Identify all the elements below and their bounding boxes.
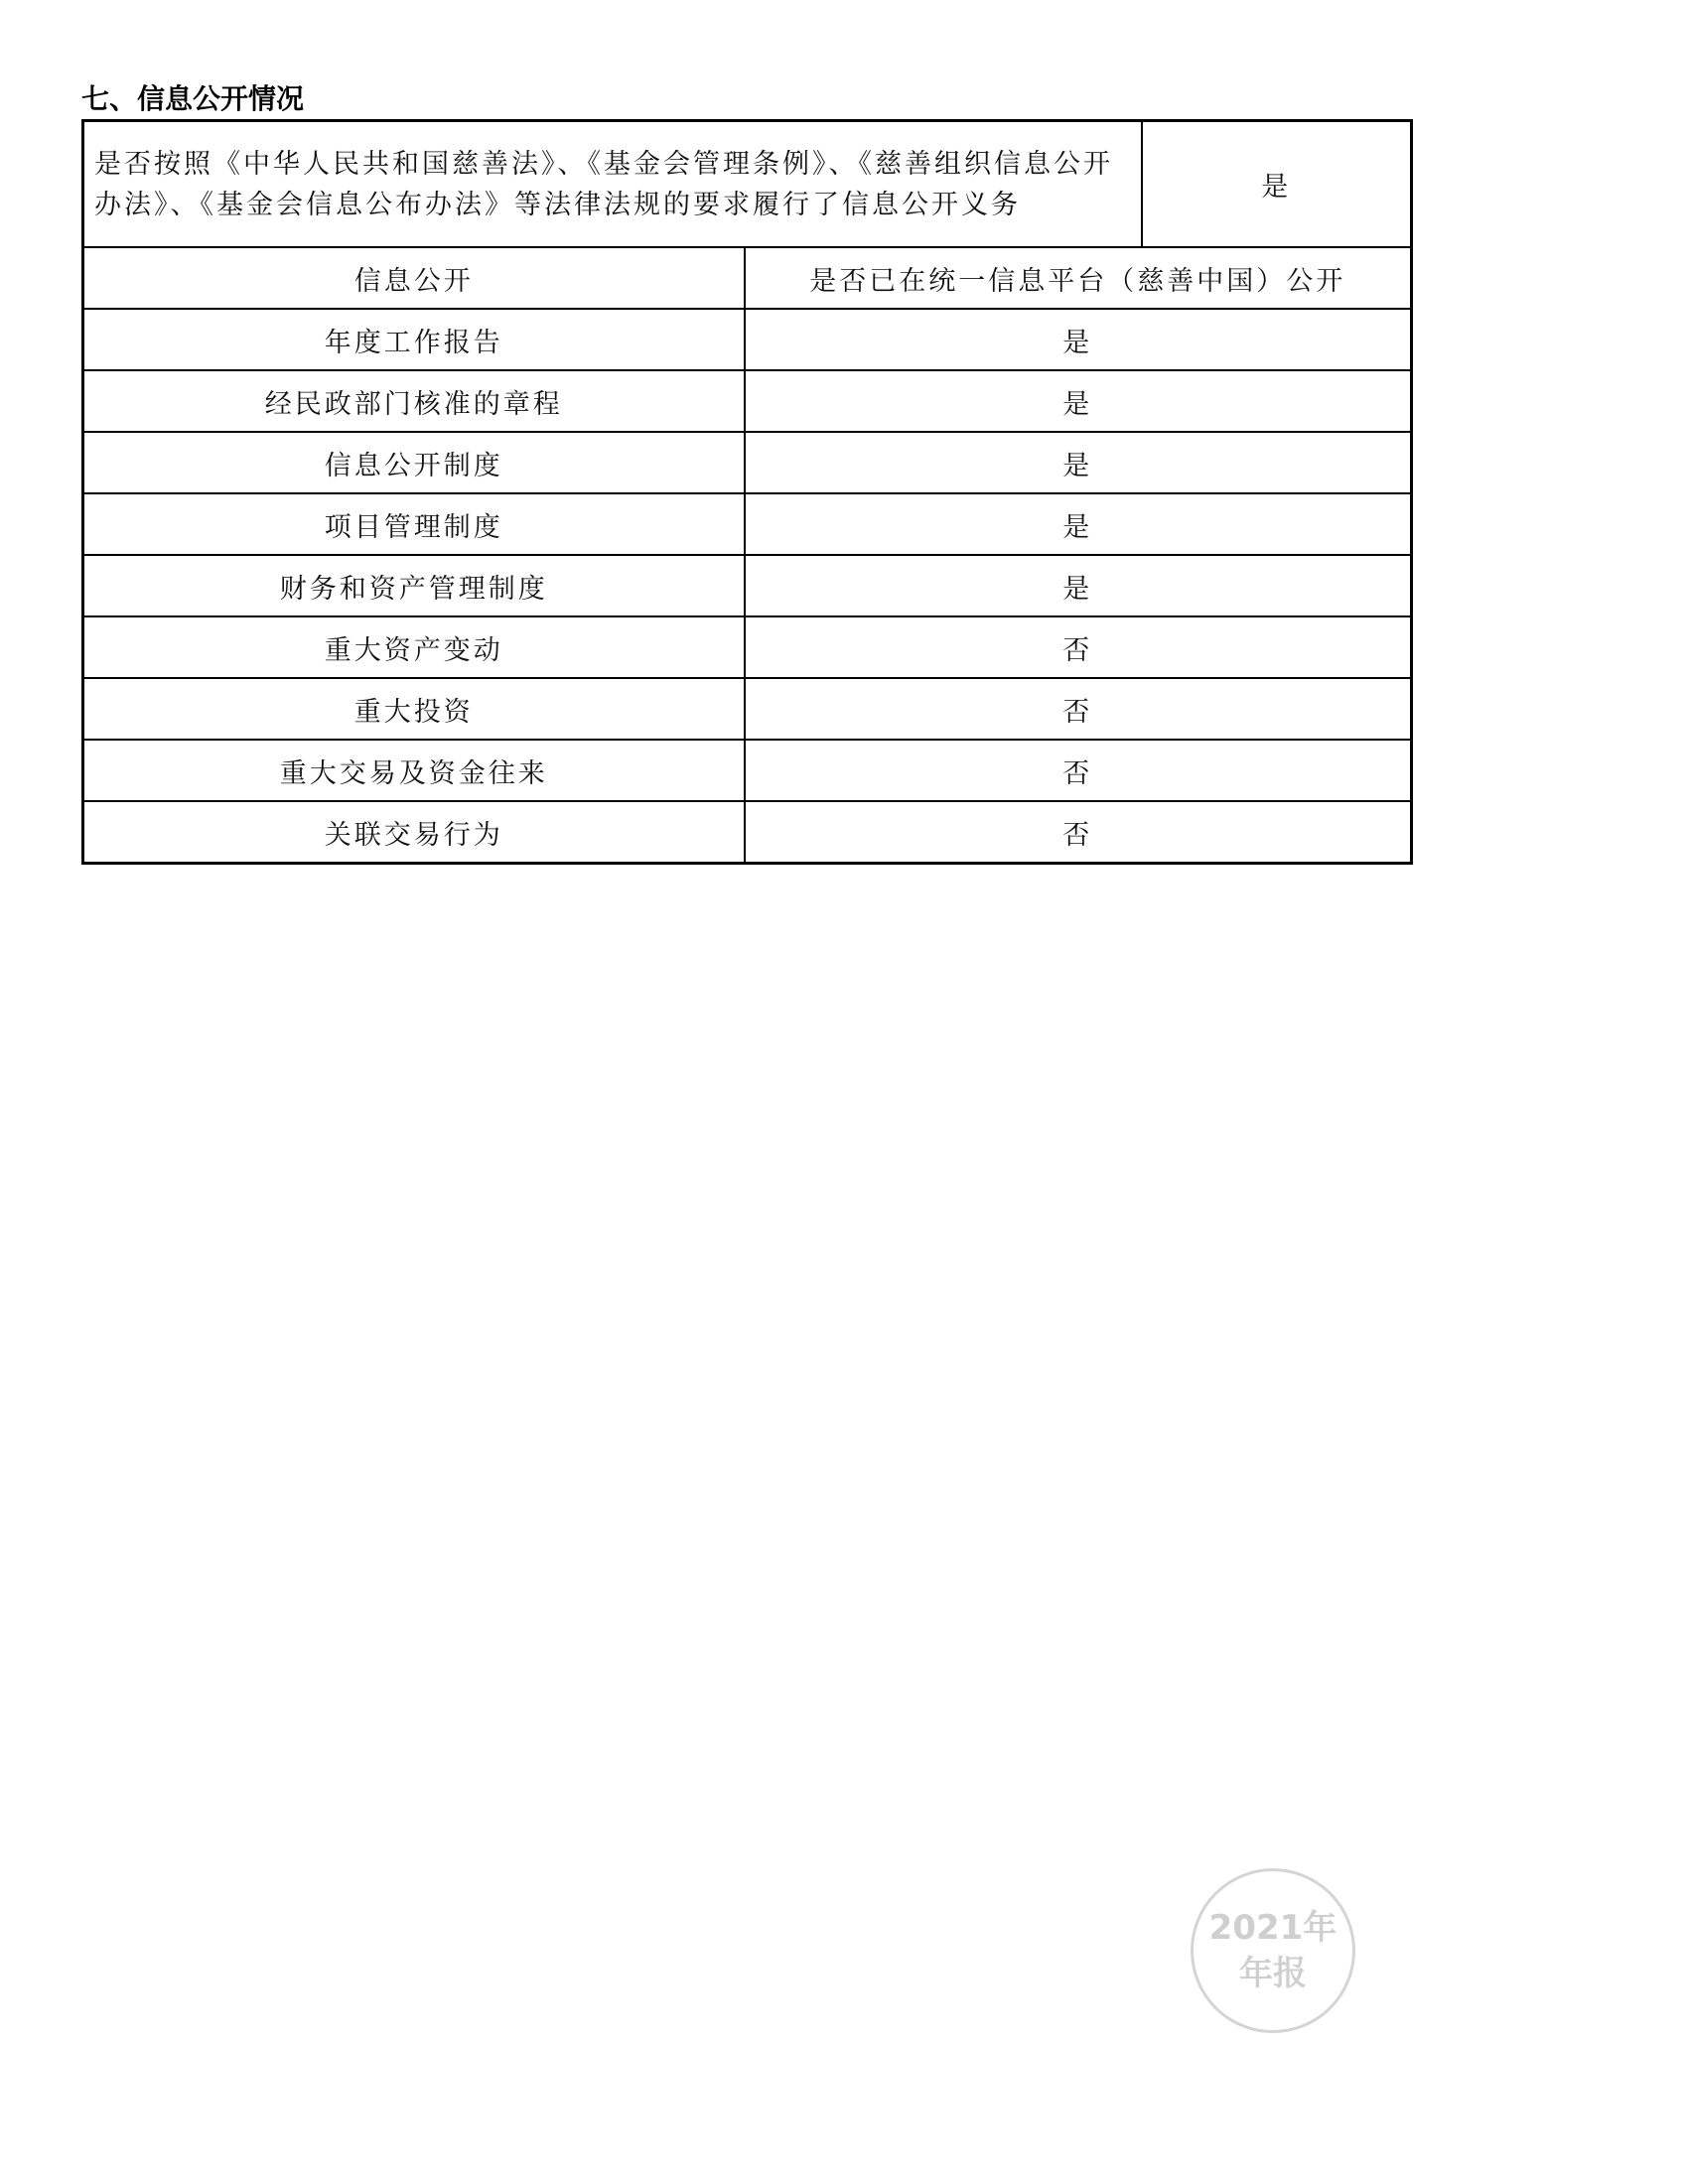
row-item: 经民政部门核准的章程	[83, 370, 745, 432]
header-disclosure-item: 信息公开	[83, 247, 745, 309]
row-item: 关联交易行为	[83, 801, 745, 864]
table-header-row	[83, 247, 1412, 309]
row-item: 财务和资产管理制度	[83, 555, 745, 616]
row-item: 项目管理制度	[83, 493, 745, 555]
row-value: 否	[745, 678, 1412, 740]
row-value: 是	[745, 370, 1412, 432]
compliance-question-answer: 是	[1142, 121, 1412, 248]
row-item: 年度工作报告	[83, 309, 745, 370]
table-row	[83, 740, 1412, 801]
row-item: 重大资产变动	[83, 616, 745, 678]
table-row	[83, 493, 1412, 555]
table-row	[83, 432, 1412, 493]
section-title: 七、信息公开情况	[81, 82, 305, 115]
row-item: 信息公开制度	[83, 432, 745, 493]
compliance-question-text: 是否按照《中华人民共和国慈善法》、《基金会管理条例》、《慈善组织信息公开办法》、《基金会信息公布办法》等法律法规的要求履行了信息公开义务	[83, 121, 1142, 248]
annual-report-stamp	[1191, 1868, 1355, 2033]
row-value: 否	[745, 740, 1412, 801]
row-item: 重大投资	[83, 678, 745, 740]
row-value: 否	[745, 801, 1412, 864]
row-item: 重大交易及资金往来	[83, 740, 745, 801]
row-value: 是	[745, 432, 1412, 493]
row-value: 否	[745, 616, 1412, 678]
disclosure-table	[81, 119, 1413, 865]
row-value: 是	[745, 555, 1412, 616]
table-row	[83, 555, 1412, 616]
header-published-status: 是否已在统一信息平台（慈善中国）公开	[745, 247, 1412, 309]
compliance-question-row	[83, 121, 1412, 248]
table-row	[83, 801, 1412, 864]
table-row	[83, 309, 1412, 370]
stamp-year-text: 2021年	[1208, 1908, 1337, 1948]
table-row	[83, 678, 1412, 740]
table-row	[83, 616, 1412, 678]
row-value: 是	[745, 493, 1412, 555]
stamp-report-text: 年报	[1239, 1954, 1307, 1993]
row-value: 是	[745, 309, 1412, 370]
table-row	[83, 370, 1412, 432]
